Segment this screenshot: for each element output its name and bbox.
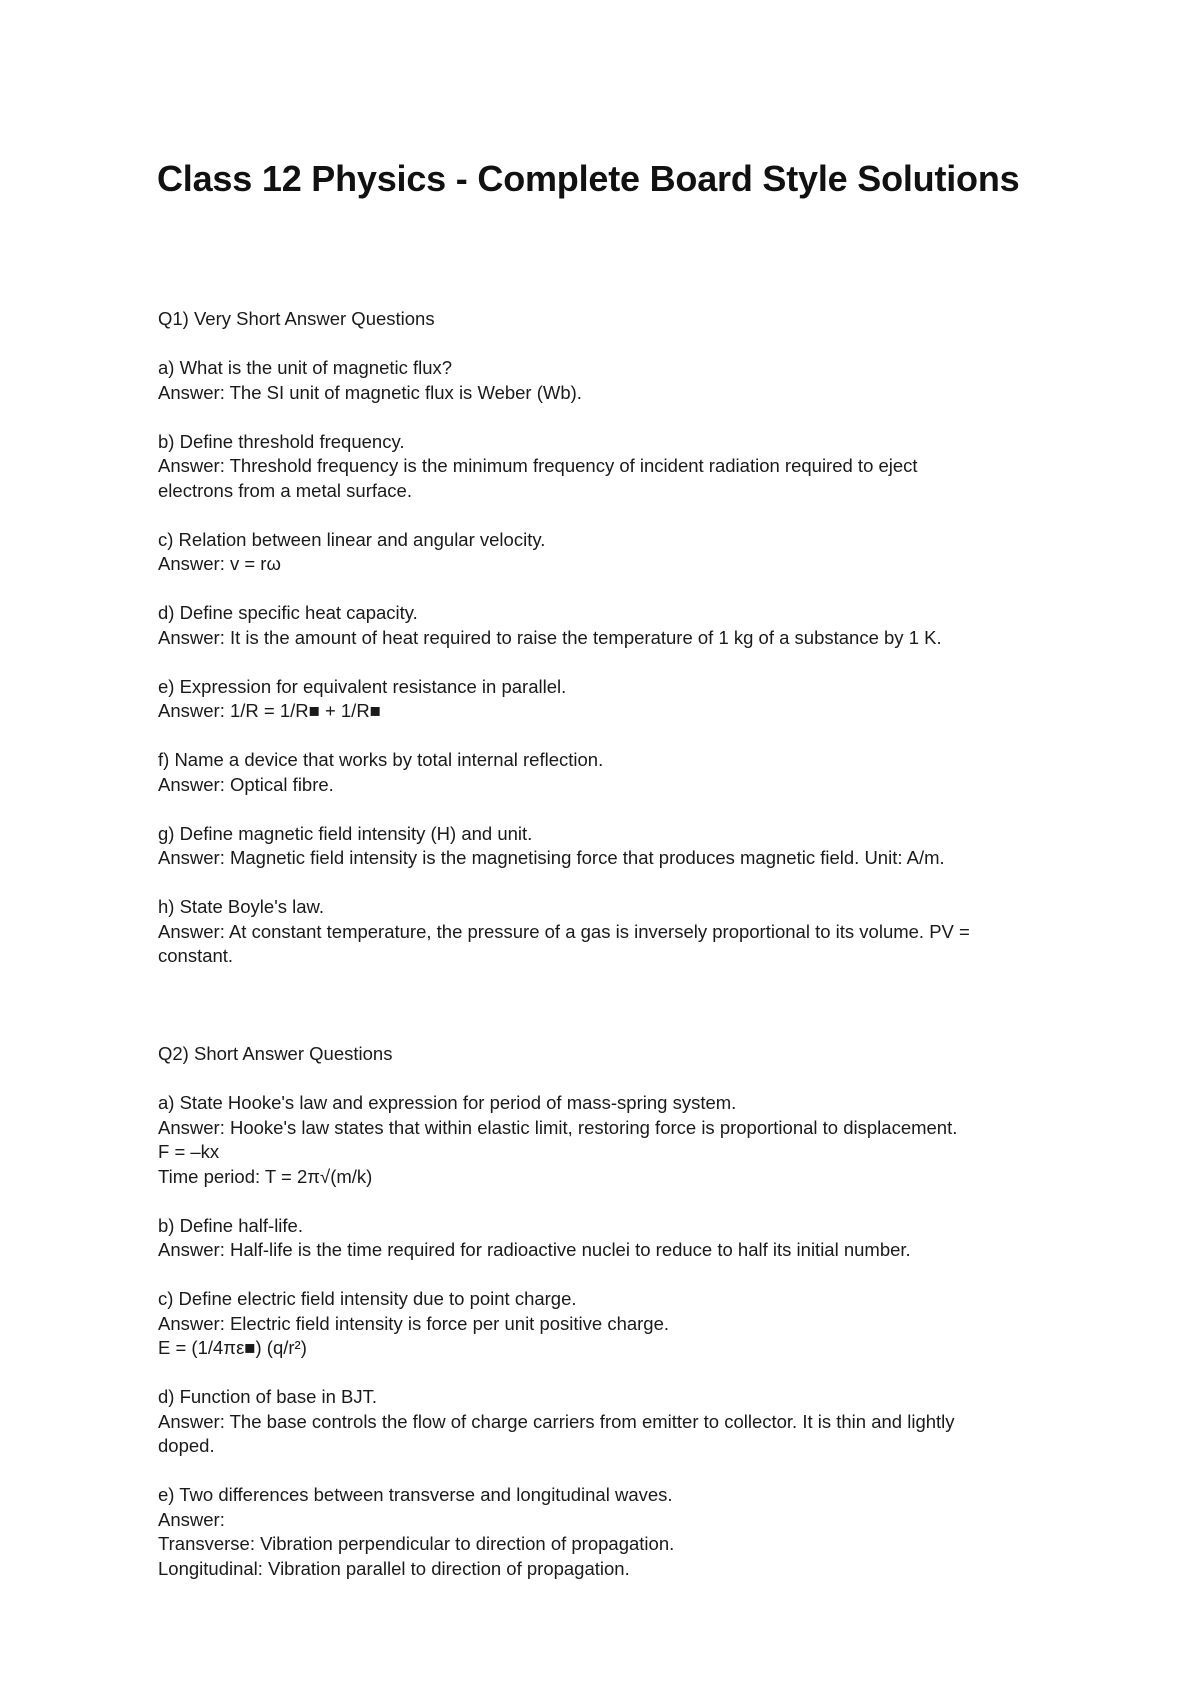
question-text: c) Define electric field intensity due to point charge.: [158, 1288, 577, 1309]
question-item: [158, 356, 1058, 405]
question-item: [158, 1091, 1058, 1189]
section-heading: Q2) Short Answer Questions: [158, 1043, 393, 1064]
answer-text: Answer: It is the amount of heat required to raise the temperature of 1 kg of a substance by 1 K.: [158, 626, 942, 648]
question-item: [158, 822, 1058, 871]
question-item: [158, 1385, 1058, 1459]
question-text: e) Two differences between transverse and longitudinal waves.: [158, 1484, 673, 1505]
answer-text: constant.: [158, 945, 234, 966]
question-item: [158, 1483, 1058, 1581]
question-item: [158, 895, 1058, 969]
answer-text: Answer: Half-life is the time required for radioactive nuclei to reduce to half its initial number.: [158, 1239, 911, 1260]
answer-text: Time period: T = 2π√(m/k): [158, 1165, 373, 1187]
answer-text: Answer: Optical fibre.: [158, 773, 334, 795]
question-text: b) Define half-life.: [158, 1214, 303, 1236]
answer-text: Answer: The base controls the flow of charge carriers from emitter to collector. It is thin and lightly: [158, 1410, 955, 1432]
question-text: c) Relation between linear and angular velocity.: [158, 528, 546, 550]
section-short-answers: [158, 1042, 1058, 1581]
answer-text: Answer:: [158, 1508, 225, 1530]
section-spacer: [158, 993, 1058, 1042]
answer-text: Answer: At constant temperature, the pressure of a gas is inversely proportional to its volume. PV =: [158, 920, 970, 942]
section-heading: Q1) Very Short Answer Questions: [158, 308, 435, 329]
answer-text: E = (1/4πε■) (q/r²): [158, 1337, 307, 1358]
question-text: h) State Boyle's law.: [158, 896, 325, 917]
answer-text: electrons from a metal surface.: [158, 479, 412, 501]
answer-text: Answer: The SI unit of magnetic flux is Weber (Wb).: [158, 381, 582, 403]
answer-text: Answer: Threshold frequency is the minimum frequency of incident radiation required to eject: [158, 455, 918, 476]
question-item: [158, 430, 1058, 504]
question-text: g) Define magnetic field intensity (H) and unit.: [158, 822, 533, 844]
question-item: [158, 675, 1058, 724]
question-text: d) Define specific heat capacity.: [158, 602, 418, 623]
answer-text: Answer: Electric field intensity is force per unit positive charge.: [158, 1312, 670, 1334]
question-text: b) Define threshold frequency.: [158, 430, 405, 452]
answer-text: Answer: v = rω: [158, 553, 281, 574]
answer-text: Longitudinal: Vibration parallel to direction of propagation.: [158, 1557, 630, 1579]
question-text: d) Function of base in BJT.: [158, 1386, 378, 1407]
answer-text: F = –kx: [158, 1141, 220, 1162]
document-body: [158, 307, 1058, 1606]
answer-text: doped.: [158, 1435, 215, 1456]
question-text: f) Name a device that works by total internal reflection.: [158, 749, 604, 770]
question-text: e) Expression for equivalent resistance in parallel.: [158, 675, 567, 697]
answer-text: Transverse: Vibration perpendicular to direction of propagation.: [158, 1533, 675, 1554]
question-item: [158, 1287, 1058, 1361]
question-item: [158, 528, 1058, 577]
question-item: [158, 601, 1058, 650]
question-item: [158, 748, 1058, 797]
section-very-short-answers: [158, 307, 1058, 969]
answer-text: Answer: Hooke's law states that within elastic limit, restoring force is proportional to displacement.: [158, 1116, 958, 1138]
question-text: a) State Hooke's law and expression for period of mass-spring system.: [158, 1092, 737, 1113]
answer-text: Answer: 1/R = 1/R■ + 1/R■: [158, 700, 381, 721]
question-text: a) What is the unit of magnetic flux?: [158, 357, 453, 378]
answer-text: Answer: Magnetic field intensity is the magnetising force that produces magnetic field. Unit: A/m.: [158, 847, 945, 868]
document-title: Class 12 Physics - Complete Board Style Solutions: [157, 158, 1020, 199]
question-item: [158, 1214, 1058, 1263]
